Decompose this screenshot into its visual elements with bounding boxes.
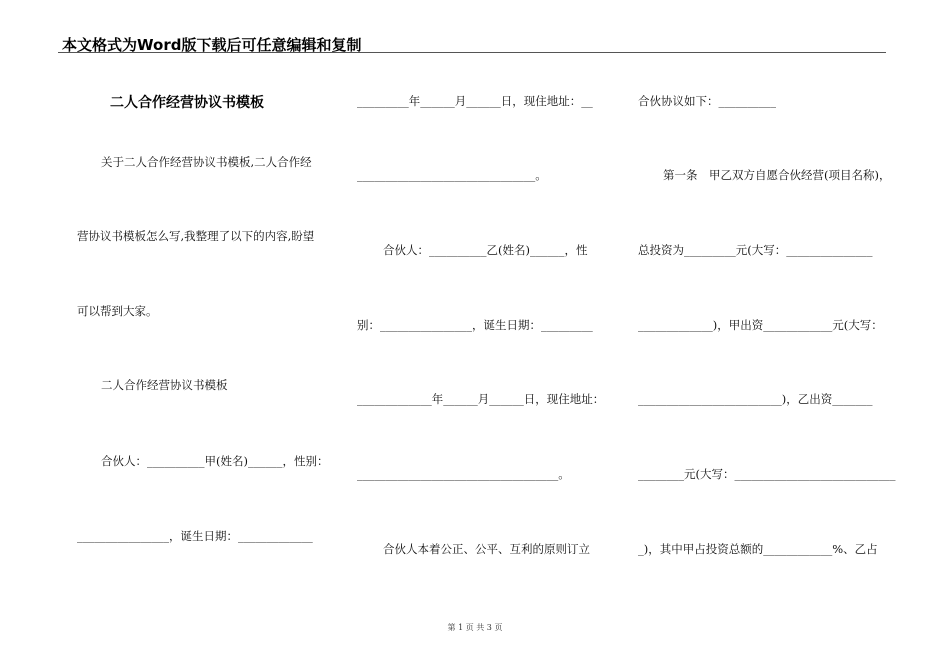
paragraph-line: ________元(大写：____________________________ bbox=[638, 467, 896, 481]
paragraph-line: 营协议书模板怎么写,我整理了以下的内容,盼望 bbox=[77, 229, 315, 243]
download-banner: 本文格式为Word版下载后可任意编辑和复制 bbox=[62, 36, 362, 54]
paragraph-line: 二人合作经营协议书模板 bbox=[101, 378, 228, 392]
paragraph-line: _____________年______月______日，现住地址： bbox=[357, 392, 605, 406]
paragraph-line: 合伙人：__________乙(姓名)______，性 bbox=[383, 243, 588, 257]
paragraph-line: 合伙协议如下：__________ bbox=[638, 94, 776, 108]
paragraph-line: _______________________________。 bbox=[357, 168, 547, 182]
paragraph-line: 第一条 甲乙双方自愿合伙经营(项目名称)， bbox=[663, 168, 891, 182]
banner-divider bbox=[58, 52, 886, 53]
paragraph-line: 关于二人合作经营协议书模板,二人合作经 bbox=[101, 155, 312, 169]
page-number: 第 1 页 共 3 页 bbox=[447, 623, 503, 632]
document-title: 二人合作经营协议书模板 bbox=[110, 95, 264, 111]
paragraph-line: 合伙人：__________甲(姓名)______，性别： bbox=[101, 454, 329, 468]
paragraph-line: ________________，诞生日期：_____________ bbox=[77, 529, 313, 543]
paragraph-line: _________年______月______日，现住地址：__ bbox=[357, 94, 593, 108]
paragraph-line: 可以帮到大家。 bbox=[77, 304, 158, 318]
paragraph-line: _)，其中甲占投资总额的____________%、乙占 bbox=[638, 542, 878, 556]
paragraph-line: 合伙人本着公正、公平、互利的原则订立 bbox=[383, 542, 590, 556]
paragraph-line: _________________________)，乙出资_______ bbox=[638, 392, 873, 406]
paragraph-line: 别：________________，诞生日期：_________ bbox=[357, 318, 593, 332]
paragraph-line: ___________________________________。 bbox=[357, 467, 570, 481]
paragraph-line: 总投资为_________元(大写：_______________ bbox=[638, 243, 873, 257]
paragraph-line: _____________)，甲出资____________元(大写： bbox=[638, 318, 883, 332]
